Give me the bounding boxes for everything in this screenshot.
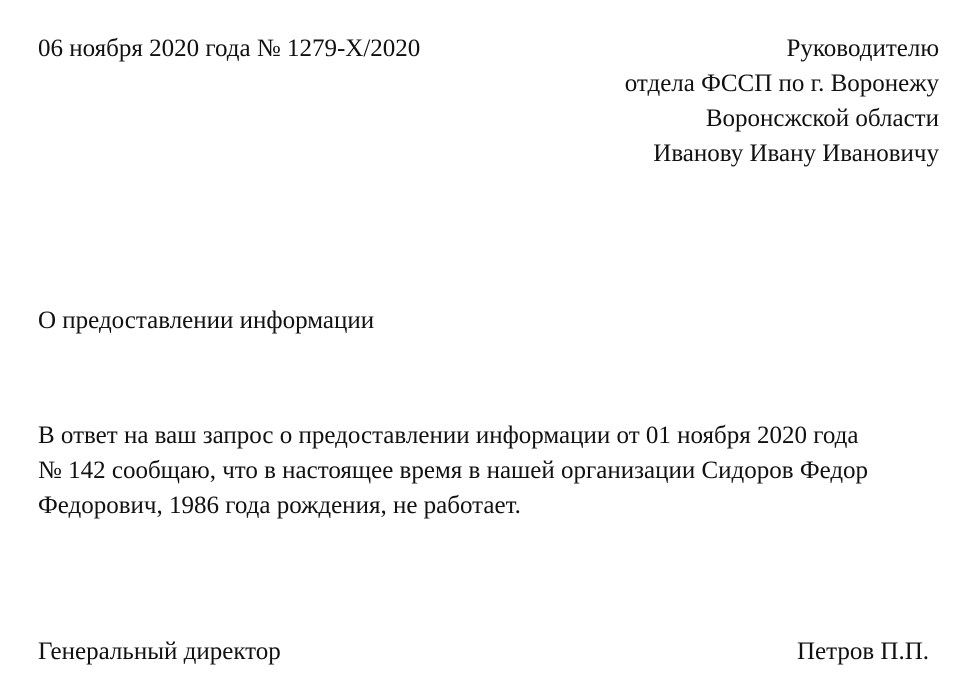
body-line: № 142 сообщаю, что в настоящее время в нашей организации Сидоров Федор: [38, 457, 869, 484]
addressee-block: [625, 31, 939, 171]
document-date-number: 06 ноября 2020 года № 1279-Х/2020: [38, 35, 421, 62]
signer-position: Генеральный директор: [38, 638, 281, 665]
signer-name: Петров П.П.: [796, 638, 929, 665]
addressee-line: Иванову Ивану Ивановичу: [653, 140, 939, 167]
addressee-line: Воронсжской области: [705, 105, 939, 132]
addressee-line: Руководителю: [786, 35, 939, 62]
body-line: Федорович, 1986 года рождения, не работает.: [38, 492, 521, 519]
body-line: В ответ на ваш запрос о предоставлении информации от 01 ноября 2020 года: [38, 422, 859, 449]
document-subject: О предоставлении информации: [38, 307, 375, 334]
document-body: [38, 418, 938, 523]
addressee-line: отдела ФССП по г. Воронежу: [624, 70, 939, 97]
